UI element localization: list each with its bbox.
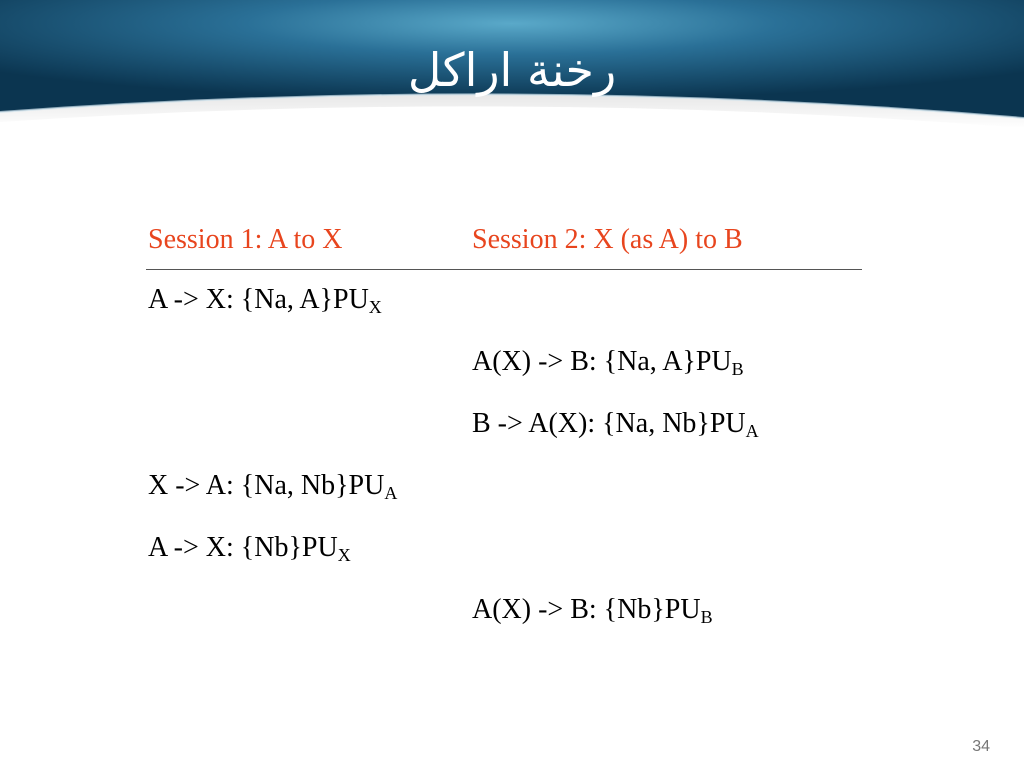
table-row <box>146 466 862 506</box>
header-divider <box>146 269 862 270</box>
session-1-message: A -> X: {Na, $A\}PU_X$ <box>148 284 382 317</box>
session-2-message: A(X) -> B: $\{Nb\}PU_B$ <box>472 594 713 627</box>
session-1-message: X -> A: {Na, $Nb\}PU_A$ <box>148 470 398 503</box>
table-row <box>146 280 862 320</box>
table-header-row <box>146 220 862 260</box>
table-row <box>146 342 862 382</box>
header-session-1: Session 1: A to X <box>148 224 343 255</box>
header-session-2: Session 2: X (as A) to B <box>472 224 743 255</box>
session-2-message: B -> A(X): {Na, $Nb\}PU_A$ <box>472 408 759 441</box>
session-2-message: A(X) -> B: {Na, $A\}PU_B$ <box>472 346 744 379</box>
session-1-message: A -> X: $\{Nb\}PU_X$ <box>148 532 351 565</box>
slide-title: رخنة اراكل <box>407 43 617 97</box>
table-row <box>146 528 862 568</box>
table-row <box>146 404 862 444</box>
table-row <box>146 590 862 630</box>
page-number: 34 <box>972 738 990 755</box>
